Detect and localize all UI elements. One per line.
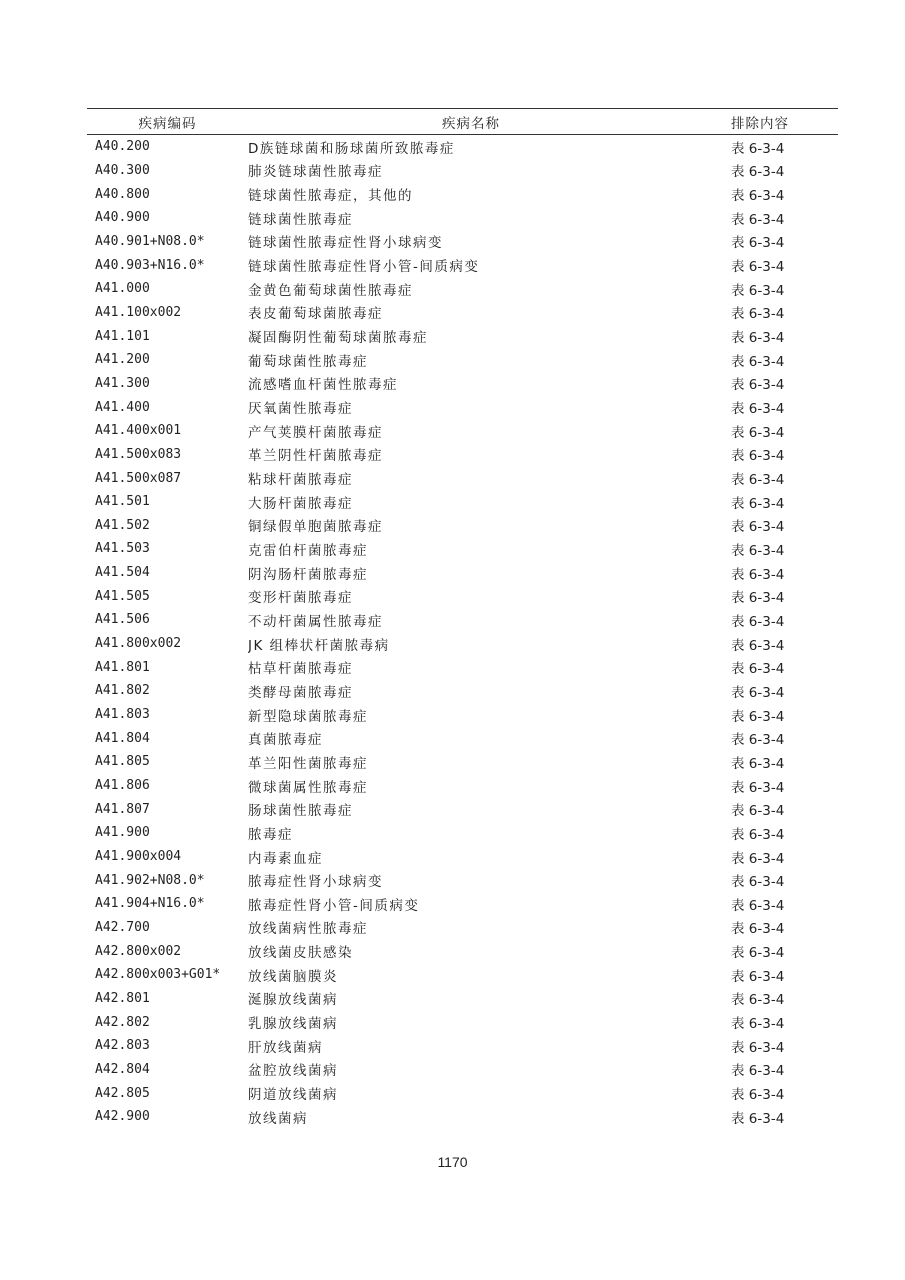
table-row [87,703,838,727]
table-row [87,135,838,159]
disease-code-cell: A41.501 [95,494,150,510]
exclusion-cell: 表 6-3-4 [731,708,785,725]
disease-name-cell: 真菌脓毒症 [248,732,323,749]
disease-code-cell: A41.805 [95,754,150,770]
exclusion-cell: 表 6-3-4 [731,306,785,323]
disease-name-cell: 新型隐球菌脓毒症 [248,708,368,725]
disease-name-cell: 表皮葡萄球菌脓毒症 [248,306,383,323]
disease-name-cell: JK 组棒状杆菌脓毒病 [248,637,390,654]
disease-name-cell: 变形杆菌脓毒症 [248,590,353,607]
disease-code-cell: A41.000 [95,281,150,297]
disease-name-cell: 肺炎链球菌性脓毒症 [248,164,383,181]
table-row [87,750,838,774]
table-row [87,1081,838,1105]
table-row [87,348,838,372]
disease-code-cell: A41.806 [95,778,150,794]
disease-code-cell: A41.801 [95,659,150,675]
disease-code-cell: A42.900 [95,1109,150,1125]
disease-code-cell: A40.900 [95,210,150,226]
exclusion-cell: 表 6-3-4 [731,211,785,228]
disease-name-cell: 枯草杆菌脓毒症 [248,661,353,678]
disease-code-cell: A42.803 [95,1038,150,1054]
exclusion-cell: 表 6-3-4 [731,803,785,820]
disease-code-cell: A41.804 [95,730,150,746]
exclusion-cell: 表 6-3-4 [731,661,785,678]
disease-name-cell: 阴沟肠杆菌脓毒症 [248,566,368,583]
exclusion-cell: 表 6-3-4 [731,874,785,891]
disease-name-cell: 不动杆菌属性脓毒症 [248,613,383,630]
disease-name-cell: 微球菌属性脓毒症 [248,779,368,796]
table-row [87,821,838,845]
exclusion-cell: 表 6-3-4 [731,992,785,1009]
disease-code-cell: A41.900x004 [95,849,182,865]
exclusion-cell: 表 6-3-4 [731,353,785,370]
disease-name-cell: 放线菌病性脓毒症 [248,921,368,938]
disease-name-cell: 金黄色葡萄球菌性脓毒症 [248,282,413,299]
table-row [87,182,838,206]
disease-name-cell: 克雷伯杆菌脓毒症 [248,542,368,559]
exclusion-cell: 表 6-3-4 [731,637,785,654]
disease-name-cell: 盆腔放线菌病 [248,1063,338,1080]
disease-name-cell: D族链球菌和肠球菌所致脓毒症 [248,140,455,157]
disease-name-cell: 类酵母菌脓毒症 [248,684,353,701]
disease-code-cell: A41.200 [95,352,150,368]
disease-table [87,108,838,1129]
disease-code-cell: A41.900 [95,825,150,841]
exclusion-cell: 表 6-3-4 [731,188,785,205]
page-number: 1170 [437,1154,468,1170]
table-row [87,206,838,230]
table-row [87,1010,838,1034]
disease-name-cell: 肝放线菌病 [248,1039,323,1056]
disease-name-cell: 放线菌病 [248,1110,308,1127]
table-row [87,277,838,301]
table-row [87,537,838,561]
disease-code-cell: A41.904+N16.0* [95,896,205,912]
disease-code-cell: A41.803 [95,707,150,723]
disease-name-cell: 凝固酶阴性葡萄球菌脓毒症 [248,330,428,347]
exclusion-cell: 表 6-3-4 [731,448,785,465]
exclusion-cell: 表 6-3-4 [731,377,785,394]
disease-code-cell: A41.400x001 [95,423,182,439]
disease-name-cell: 脓毒症 [248,826,293,843]
table-row [87,797,838,821]
disease-name-cell: 链球菌性脓毒症，其他的 [248,188,413,205]
exclusion-cell: 表 6-3-4 [731,495,785,512]
exclusion-cell: 表 6-3-4 [731,472,785,489]
exclusion-cell: 表 6-3-4 [731,1016,785,1033]
exclusion-cell: 表 6-3-4 [731,235,785,252]
table-row [87,443,838,467]
exclusion-cell: 表 6-3-4 [731,779,785,796]
exclusion-cell: 表 6-3-4 [731,330,785,347]
disease-code-cell: A42.700 [95,919,150,935]
disease-name-cell: 肠球菌性脓毒症 [248,803,353,820]
disease-code-cell: A41.800x002 [95,636,182,652]
disease-code-cell: A41.400 [95,399,150,415]
disease-name-cell: 链球菌性脓毒症性肾小管-间质病变 [248,259,480,276]
table-row [87,301,838,325]
table-row [87,1034,838,1058]
disease-code-cell: A40.300 [95,162,150,178]
disease-name-cell: 脓毒症性肾小管-间质病变 [248,897,420,914]
exclusion-cell: 表 6-3-4 [731,945,785,962]
disease-name-cell: 放线菌皮肤感染 [248,945,353,962]
exclusion-cell: 表 6-3-4 [731,1110,785,1127]
exclusion-cell: 表 6-3-4 [731,1063,785,1080]
disease-name-cell: 葡萄球菌性脓毒症 [248,353,368,370]
header-exclusion: 排除内容 [694,109,838,135]
disease-code-cell: A42.805 [95,1085,150,1101]
table-row [87,419,838,443]
exclusion-cell: 表 6-3-4 [731,566,785,583]
table-row [87,632,838,656]
disease-code-cell: A41.100x002 [95,304,182,320]
table-header-row [87,109,838,135]
disease-name-cell: 内毒素血症 [248,850,323,867]
table-body [87,135,838,1129]
disease-name-cell: 链球菌性脓毒症 [248,211,353,228]
disease-name-cell: 产气荚膜杆菌脓毒症 [248,424,383,441]
disease-name-cell: 流感嗜血杆菌性脓毒症 [248,377,398,394]
table-row [87,395,838,419]
table-row [87,916,838,940]
exclusion-cell: 表 6-3-4 [731,259,785,276]
exclusion-cell: 表 6-3-4 [731,897,785,914]
disease-name-cell: 脓毒症性肾小球病变 [248,874,383,891]
disease-name-cell: 革兰阳性菌脓毒症 [248,755,368,772]
table-row [87,584,838,608]
table-row [87,655,838,679]
table-row [87,1105,838,1129]
disease-table-container [87,108,838,1129]
disease-code-cell: A42.801 [95,990,150,1006]
table-row [87,561,838,585]
exclusion-cell: 表 6-3-4 [731,590,785,607]
disease-code-cell: A41.300 [95,375,150,391]
table-row [87,490,838,514]
disease-name-cell: 阴道放线菌病 [248,1087,338,1104]
table-row [87,963,838,987]
table-row [87,892,838,916]
disease-code-cell: A40.903+N16.0* [95,257,205,273]
table-row [87,868,838,892]
disease-code-cell: A42.804 [95,1061,150,1077]
exclusion-cell: 表 6-3-4 [731,1039,785,1056]
exclusion-cell: 表 6-3-4 [731,755,785,772]
disease-code-cell: A40.800 [95,186,150,202]
disease-code-cell: A41.502 [95,517,150,533]
disease-code-cell: A41.500x087 [95,470,182,486]
table-row [87,608,838,632]
exclusion-cell: 表 6-3-4 [731,826,785,843]
table-row [87,845,838,869]
disease-code-cell: A41.505 [95,588,150,604]
table-row [87,987,838,1011]
table-row [87,514,838,538]
disease-code-cell: A42.800x002 [95,943,182,959]
disease-code-cell: A41.101 [95,328,150,344]
disease-name-cell: 大肠杆菌脓毒症 [248,495,353,512]
table-row [87,726,838,750]
disease-code-cell: A40.200 [95,139,150,155]
disease-code-cell: A41.807 [95,801,150,817]
table-row [87,159,838,183]
exclusion-cell: 表 6-3-4 [731,684,785,701]
exclusion-cell: 表 6-3-4 [731,732,785,749]
table-row [87,939,838,963]
table-header [87,109,838,135]
disease-name-cell: 铜绿假单胞菌脓毒症 [248,519,383,536]
header-disease-name: 疾病名称 [248,109,694,135]
disease-code-cell: A42.800x003+G01* [95,967,221,983]
header-disease-code: 疾病编码 [87,109,248,135]
exclusion-cell: 表 6-3-4 [731,140,785,157]
disease-name-cell: 粘球杆菌脓毒症 [248,472,353,489]
exclusion-cell: 表 6-3-4 [731,519,785,536]
exclusion-cell: 表 6-3-4 [731,401,785,418]
table-row [87,324,838,348]
disease-code-cell: A41.503 [95,541,150,557]
disease-name-cell: 放线菌脑膜炎 [248,968,338,985]
disease-name-cell: 厌氧菌性脓毒症 [248,401,353,418]
disease-code-cell: A42.802 [95,1014,150,1030]
exclusion-cell: 表 6-3-4 [731,613,785,630]
table-row [87,253,838,277]
disease-code-cell: A41.506 [95,612,150,628]
exclusion-cell: 表 6-3-4 [731,282,785,299]
table-row [87,774,838,798]
table-row [87,230,838,254]
exclusion-cell: 表 6-3-4 [731,164,785,181]
exclusion-cell: 表 6-3-4 [731,424,785,441]
disease-name-cell: 链球菌性脓毒症性肾小球病变 [248,235,443,252]
disease-name-cell: 革兰阴性杆菌脓毒症 [248,448,383,465]
disease-code-cell: A41.500x083 [95,446,182,462]
table-row [87,679,838,703]
disease-code-cell: A41.802 [95,683,150,699]
table-row [87,1058,838,1082]
disease-code-cell: A41.902+N08.0* [95,872,205,888]
disease-code-cell: A40.901+N08.0* [95,233,205,249]
exclusion-cell: 表 6-3-4 [731,1087,785,1104]
exclusion-cell: 表 6-3-4 [731,921,785,938]
table-row [87,466,838,490]
table-row [87,372,838,396]
disease-name-cell: 涎腺放线菌病 [248,992,338,1009]
exclusion-cell: 表 6-3-4 [731,968,785,985]
disease-name-cell: 乳腺放线菌病 [248,1016,338,1033]
exclusion-cell: 表 6-3-4 [731,542,785,559]
disease-code-cell: A41.504 [95,565,150,581]
exclusion-cell: 表 6-3-4 [731,850,785,867]
